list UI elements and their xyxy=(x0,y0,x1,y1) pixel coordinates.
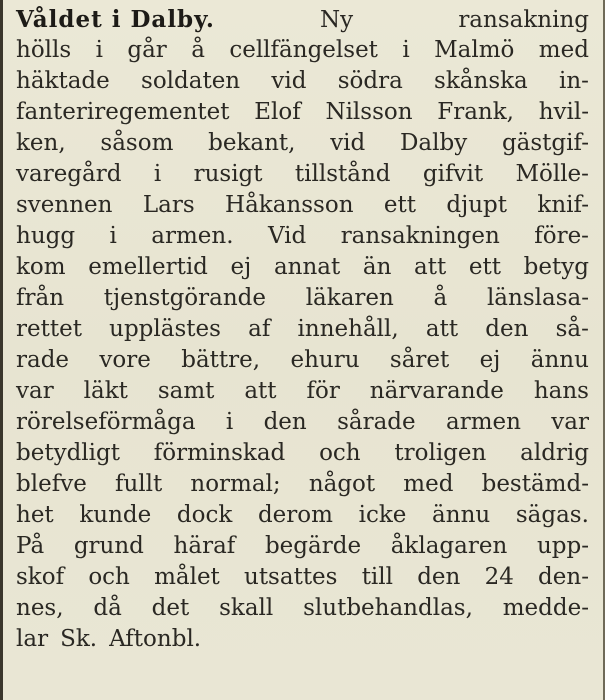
article-word: innehåll, xyxy=(297,316,399,342)
article-word: ransakning xyxy=(458,7,589,33)
article-word: dock xyxy=(176,502,233,528)
article-word: kom xyxy=(16,254,66,280)
article-word: var xyxy=(551,409,589,435)
article-word: att xyxy=(414,254,447,280)
article-line xyxy=(16,283,589,313)
article-word: åklagaren xyxy=(390,533,508,559)
article-word: södra xyxy=(337,68,403,94)
article-word: den xyxy=(485,316,529,342)
article-word: 24 xyxy=(484,564,514,590)
article-word: Aftonbl. xyxy=(109,626,202,652)
article-word: in- xyxy=(559,68,589,94)
article-first-line xyxy=(16,5,589,35)
article-word: rusigt xyxy=(193,161,263,187)
article-word: den- xyxy=(538,564,589,590)
article-word: bekant, xyxy=(208,130,296,156)
article-word: skånska xyxy=(434,68,528,94)
article-word: bättre, xyxy=(181,347,261,373)
article-word: å xyxy=(433,285,448,311)
article-line xyxy=(16,531,589,561)
article-word: hugg xyxy=(16,223,76,249)
article-word: häktade xyxy=(16,68,110,94)
article-word: i xyxy=(225,409,234,435)
article-line xyxy=(16,66,589,96)
article-line xyxy=(16,345,589,375)
article-line xyxy=(16,314,589,344)
article-headline: Våldet i Dalby. xyxy=(16,6,215,33)
article-word: häraf xyxy=(173,533,236,559)
article-word: att xyxy=(244,378,277,404)
article-word: ken, xyxy=(16,130,66,156)
article-word: upp- xyxy=(536,533,589,559)
article-word: för xyxy=(306,378,340,404)
article-word: kunde xyxy=(79,502,152,528)
article-word: närvarande xyxy=(369,378,504,404)
article-line xyxy=(16,562,589,592)
article-word: ett xyxy=(383,192,416,218)
article-word: tjenstgörande xyxy=(103,285,267,311)
article-word: samt xyxy=(157,378,215,404)
article-line xyxy=(16,221,589,251)
article-word: å xyxy=(191,37,205,63)
article-word: aldrig xyxy=(520,440,589,466)
article-word: gifvit xyxy=(422,161,484,187)
article-word: emellertid xyxy=(88,254,208,280)
article-word: målet xyxy=(154,564,220,590)
article-word: armen. xyxy=(151,223,234,249)
article-word: medde- xyxy=(502,595,589,621)
article-word: går xyxy=(127,37,167,63)
article-word: Elof xyxy=(254,99,301,125)
article-word: upplästes xyxy=(109,316,221,342)
article-word: än xyxy=(362,254,392,280)
article-word: i xyxy=(95,37,103,63)
article-line xyxy=(16,500,589,530)
article-word: det xyxy=(151,595,190,621)
article-word: fullt xyxy=(114,471,163,497)
article-word: läkt xyxy=(83,378,128,404)
article-word: såret xyxy=(389,347,450,373)
article-word: lar xyxy=(16,626,49,652)
article-word: betydligt xyxy=(16,440,120,466)
article-word: blefve xyxy=(16,471,87,497)
article-word: rettet xyxy=(16,316,82,342)
article-word: Sk. xyxy=(60,626,98,652)
article-word: gästgif- xyxy=(501,130,589,156)
article-word: med xyxy=(403,471,454,497)
article-word: af xyxy=(248,316,271,342)
article-word: betyg xyxy=(523,254,589,280)
article-word: djupt xyxy=(446,192,508,218)
article-word: Håkansson xyxy=(225,192,354,218)
article-word: Vid xyxy=(267,223,307,249)
article-line xyxy=(16,469,589,499)
article-word: annat xyxy=(273,254,341,280)
article-word: sårade xyxy=(337,409,416,435)
article-word: ännu xyxy=(530,347,589,373)
article-word: i xyxy=(109,223,117,249)
article-line xyxy=(16,624,213,654)
article-word: vid xyxy=(271,68,307,94)
article-line xyxy=(16,159,589,189)
article-word: hvil- xyxy=(538,99,589,125)
article-word: då xyxy=(93,595,122,621)
article-word: såsom xyxy=(100,130,174,156)
article-word: ehuru xyxy=(290,347,360,373)
article-line xyxy=(16,376,589,406)
article-word: svennen xyxy=(16,192,113,218)
article-word: fanteriregementet xyxy=(16,99,230,125)
article-word: förminskad xyxy=(153,440,286,466)
article-line xyxy=(16,252,589,282)
article-word: het xyxy=(16,502,54,528)
article-line xyxy=(16,128,589,158)
article-word: något xyxy=(308,471,376,497)
article-word: Dalby xyxy=(399,130,468,156)
article-word: den xyxy=(417,564,461,590)
article-line xyxy=(16,35,589,65)
article-word: och xyxy=(319,440,361,466)
article-word: armen xyxy=(445,409,521,435)
article-word: vid xyxy=(330,130,366,156)
article-word: hans xyxy=(533,378,589,404)
article-word: slutbehandlas, xyxy=(303,595,473,621)
article-word: varegård xyxy=(16,161,122,187)
article-word: länslasa- xyxy=(486,285,589,311)
article-word: Lars xyxy=(142,192,195,218)
article-word: i xyxy=(402,37,410,63)
article-word: till xyxy=(361,564,393,590)
article-word: icke xyxy=(358,502,407,528)
article-word: utsattes xyxy=(244,564,338,590)
article-word: knif- xyxy=(537,192,589,218)
article-word: soldaten xyxy=(141,68,241,94)
article-word: ett xyxy=(468,254,501,280)
article-word: På xyxy=(16,533,45,559)
article-word: Malmö xyxy=(434,37,515,63)
article-word: grund xyxy=(73,533,144,559)
article-word: ej xyxy=(479,347,501,373)
article-line xyxy=(16,407,589,437)
article-word: med xyxy=(538,37,589,63)
article-word: Ny xyxy=(320,7,354,33)
article-word: ransakningen xyxy=(340,223,500,249)
article-word: troligen xyxy=(394,440,487,466)
article-word: sägas. xyxy=(515,502,589,528)
article-word: cellfängelset xyxy=(229,37,378,63)
article-word: och xyxy=(88,564,130,590)
article-word: tillstånd xyxy=(294,161,391,187)
article-word: ännu xyxy=(432,502,491,528)
article-line xyxy=(16,438,589,468)
article-word: derom xyxy=(257,502,333,528)
article-word: bestämd- xyxy=(481,471,589,497)
article-word: vore xyxy=(99,347,151,373)
article-word: Nilsson xyxy=(325,99,413,125)
article-word: läkaren xyxy=(305,285,394,311)
article-word: normal; xyxy=(190,471,281,497)
article-word: före- xyxy=(534,223,589,249)
article-word: ej xyxy=(230,254,252,280)
article-word: från xyxy=(16,285,65,311)
article-word: begärde xyxy=(264,533,362,559)
article-line xyxy=(16,190,589,220)
article-line xyxy=(16,593,589,623)
article-word: skof xyxy=(16,564,65,590)
article-line xyxy=(16,97,589,127)
article-word: var xyxy=(16,378,54,404)
article-word: den xyxy=(263,409,307,435)
article-word: i xyxy=(153,161,162,187)
article-word: så- xyxy=(555,316,589,342)
article-word: rade xyxy=(16,347,70,373)
article-word: Frank, xyxy=(437,99,514,125)
article-word: Mölle- xyxy=(515,161,589,187)
article-word: att xyxy=(425,316,459,342)
article-word: rörelseförmåga xyxy=(16,409,196,435)
article-word: hölls xyxy=(16,37,72,63)
article-word: nes, xyxy=(16,595,64,621)
article-word: skall xyxy=(219,595,274,621)
